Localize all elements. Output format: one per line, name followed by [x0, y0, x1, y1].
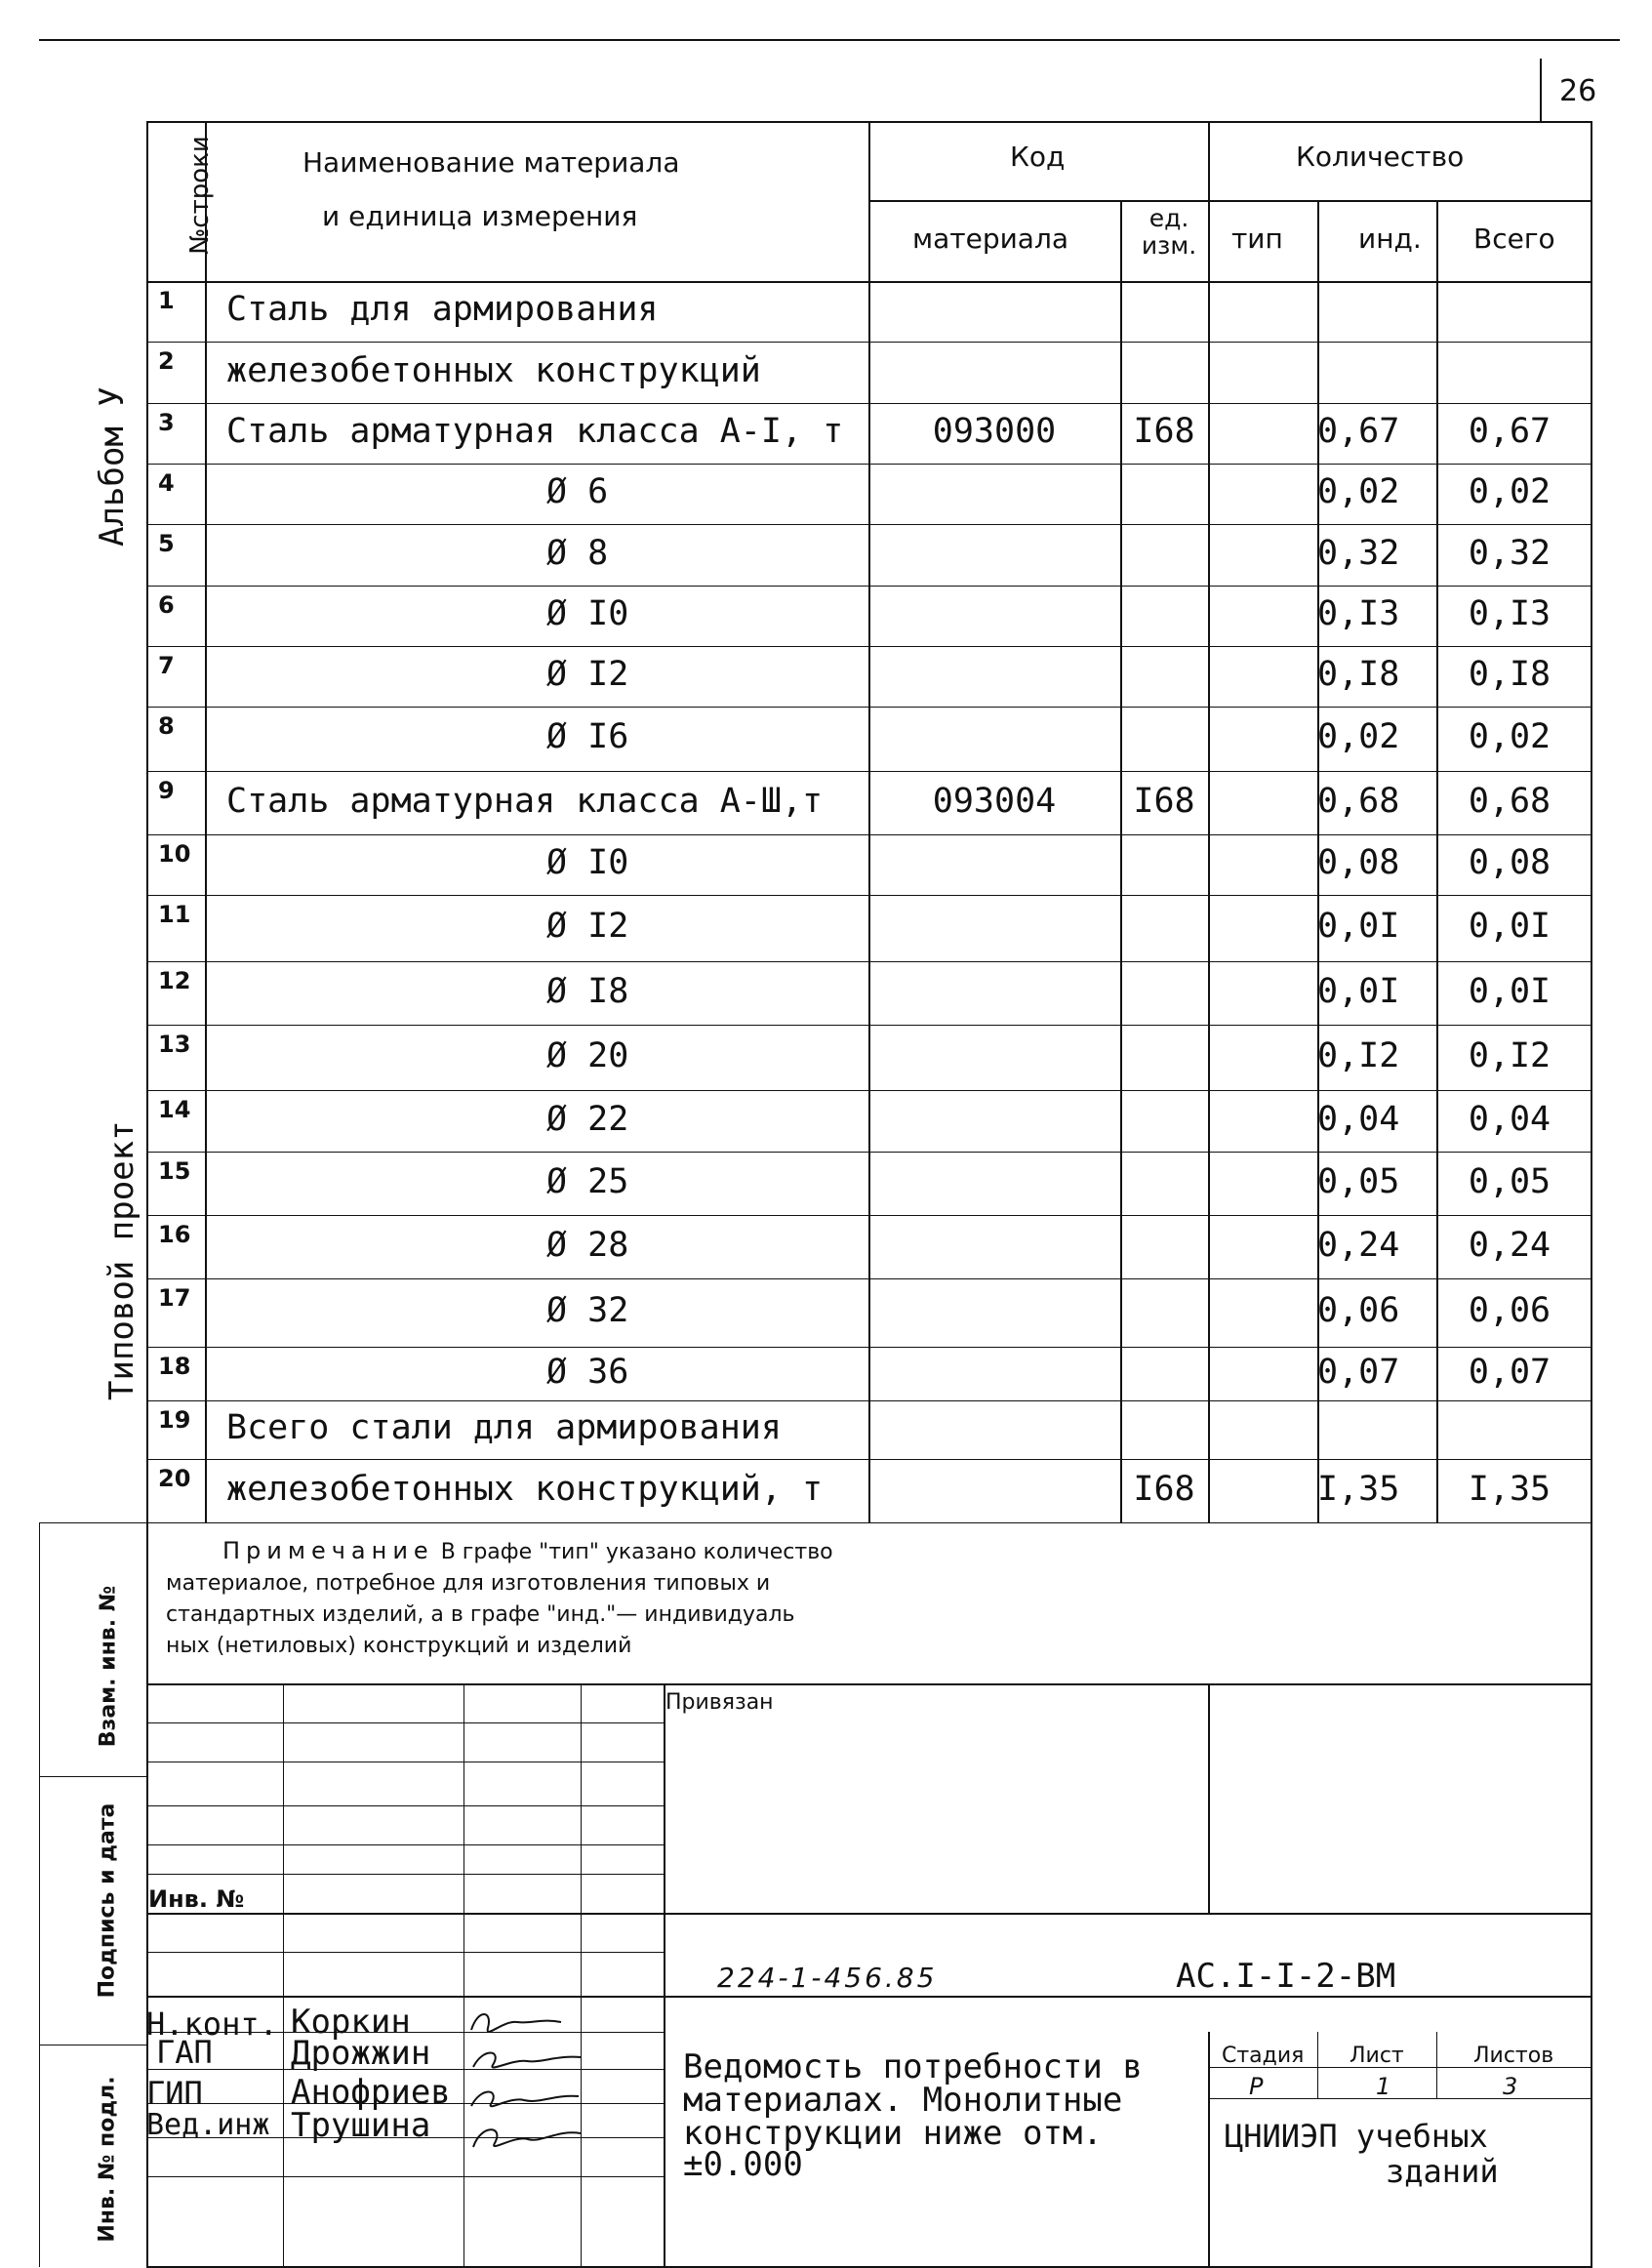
row-ind: 0,68 [1317, 781, 1400, 821]
row-ind: 0,0I [1317, 907, 1400, 946]
side-label-album: Альбом У [93, 386, 132, 547]
row-ind: 0,04 [1317, 1099, 1400, 1139]
row-ind: 0,06 [1317, 1291, 1400, 1330]
tb-col [1208, 2032, 1210, 2266]
row-number: 6 [158, 591, 175, 619]
row-ind: I,35 [1317, 1469, 1400, 1509]
row-name: Ø 32 [546, 1291, 629, 1330]
row-name: Ø 28 [546, 1225, 629, 1265]
row-ind: 0,02 [1317, 472, 1400, 511]
row-total: 0,67 [1468, 412, 1551, 451]
row-name: Сталь для армирования [226, 290, 659, 329]
row-number: 10 [158, 840, 191, 868]
inv-no-label: Инв. № [148, 1885, 245, 1913]
row-code: 093004 [932, 781, 1057, 821]
staff-name-2: Дрожжин [291, 2034, 431, 2073]
row-ind: 0,07 [1317, 1352, 1400, 1392]
left-border [146, 121, 148, 2268]
row-total: 0,0I [1468, 971, 1551, 1011]
tb-stage-line [1208, 2098, 1591, 2099]
row-total: 0,06 [1468, 1291, 1551, 1330]
header-code-unit: ед. изм. [1141, 204, 1197, 260]
col-rowno-right [205, 121, 207, 1522]
note-line2: материалое, потребное для изготовления типовых и [166, 1571, 771, 1596]
row-number: 11 [158, 901, 191, 928]
staff-role-1: Н.конт. [146, 2005, 278, 2043]
staff-role-2: ГАП [156, 2034, 213, 2071]
row-name: Ø I6 [546, 717, 629, 756]
row-total: 0,I3 [1468, 594, 1551, 633]
row-total: 0,32 [1468, 533, 1551, 573]
row-number: 4 [158, 469, 175, 497]
header-sub-line [868, 200, 1591, 202]
row-ind: 0,I2 [1317, 1035, 1400, 1075]
row-unit: I68 [1133, 781, 1195, 821]
col-unit-right [1208, 121, 1210, 1522]
row-unit: I68 [1133, 1469, 1195, 1509]
row-number: 5 [158, 530, 175, 557]
row-total: 0,I2 [1468, 1035, 1551, 1075]
org-line1: ЦНИИЭП учебных [1225, 2118, 1488, 2155]
row-ind: 0,08 [1317, 843, 1400, 882]
tb-line [146, 1952, 664, 1953]
row-number: 16 [158, 1221, 191, 1248]
sheet-label: Лист [1350, 2044, 1404, 2068]
col-code-right [1120, 200, 1122, 1522]
row-name: Сталь арматурная класса А-Ш,т [226, 781, 824, 821]
row-name: Ø 22 [546, 1099, 629, 1139]
header-q-total: Всего [1473, 223, 1555, 255]
row-ind: 0,02 [1317, 717, 1400, 756]
org-line2: зданий [1386, 2153, 1499, 2190]
side-label-project: Типовой проект [102, 1120, 141, 1400]
stage-label: Стадия [1222, 2044, 1305, 2068]
header-row-no: №строки [185, 136, 215, 255]
tb-line [146, 2176, 664, 2177]
row-ind: 0,24 [1317, 1225, 1400, 1265]
sheets-label: Листов [1473, 2044, 1554, 2068]
row-line [146, 1522, 1591, 1523]
staff-role-3: ГИП [146, 2075, 203, 2112]
note-text1: В графе "тип" указано количество [433, 1540, 833, 1564]
row-name: Ø 8 [546, 533, 609, 573]
top-rule [39, 39, 1620, 41]
privyazan-label: Привязан [665, 1690, 774, 1715]
row-name: Ø 25 [546, 1161, 629, 1201]
staff-name-4: Трушина [291, 2106, 431, 2145]
row-code: 093000 [932, 412, 1057, 451]
row-unit: I68 [1133, 412, 1195, 451]
page-number-box-left [1540, 59, 1542, 123]
row-name: Ø I0 [546, 843, 629, 882]
staff-name-1: Коркин [291, 2003, 411, 2042]
staff-role-4: Вед.инж [146, 2108, 270, 2142]
header-code: Код [1010, 141, 1066, 173]
row-ind: 0,I3 [1317, 594, 1400, 633]
row-number: 9 [158, 777, 175, 804]
col-name-right [868, 121, 870, 1522]
row-name: Всего стали для армирования [226, 1408, 782, 1447]
row-number: 14 [158, 1096, 191, 1123]
tb-line [146, 1722, 664, 1723]
header-code-material: материала [912, 223, 1069, 255]
row-total: 0,02 [1468, 717, 1551, 756]
row-ind: 0,67 [1317, 412, 1400, 451]
tb-line [146, 1844, 664, 1845]
side-line [39, 1522, 146, 1523]
page-number: 26 [1559, 74, 1597, 108]
title-line4: ±0.000 [683, 2145, 803, 2184]
side-label-vzam: Взам. инв. № [96, 1585, 121, 1748]
note-heading: Примечание [222, 1537, 434, 1564]
header-name-line1: Наименование материала [302, 146, 680, 179]
tb-col [1208, 1683, 1210, 1913]
row-ind: 0,32 [1317, 533, 1400, 573]
row-total: 0,02 [1468, 472, 1551, 511]
row-number: 13 [158, 1031, 191, 1058]
sheet-value: 1 [1376, 2073, 1391, 2100]
header-quantity: Количество [1296, 141, 1465, 173]
header-name-line2: и единица измерения [322, 200, 638, 232]
row-ind: 0,I8 [1317, 655, 1400, 694]
side-label-podpis: Подпись и дата [95, 1802, 120, 1999]
header-q-type: тип [1231, 223, 1283, 255]
tb-col [581, 1683, 582, 2266]
row-name: Ø I0 [546, 594, 629, 633]
row-total: 0,0I [1468, 907, 1551, 946]
row-number: 7 [158, 652, 175, 679]
row-total: 0,08 [1468, 843, 1551, 882]
staff-name-3: Анофриев [291, 2073, 451, 2112]
note-line1 [222, 1537, 833, 1564]
row-name: Ø 20 [546, 1035, 629, 1075]
tb-top-line [146, 1683, 1591, 1685]
row-number: 12 [158, 967, 191, 994]
row-number: 15 [158, 1157, 191, 1185]
row-total: 0,24 [1468, 1225, 1551, 1265]
row-number: 3 [158, 409, 175, 436]
tb-line [146, 1805, 664, 1806]
row-number: 2 [158, 347, 175, 375]
row-number: 18 [158, 1353, 191, 1380]
row-name: Ø 6 [546, 472, 609, 511]
sheets-value: 3 [1503, 2073, 1518, 2100]
signatures [463, 2001, 590, 2157]
doc-code: АС.I-I-2-ВМ [1176, 1957, 1396, 1996]
row-number: 1 [158, 287, 175, 314]
row-name: Ø I8 [546, 971, 629, 1011]
row-number: 20 [158, 1465, 191, 1492]
row-total: 0,07 [1468, 1352, 1551, 1392]
row-name: железобетонных конструкций, т [226, 1469, 824, 1509]
row-number: 17 [158, 1284, 191, 1312]
row-ind: 0,0I [1317, 971, 1400, 1011]
stage-value: Р [1249, 2073, 1264, 2100]
row-name: Ø I2 [546, 907, 629, 946]
tb-col [283, 1683, 284, 2266]
tb-side-line [39, 1776, 146, 1777]
row-number: 8 [158, 712, 175, 740]
title-line2: материалах. Монолитные [683, 2081, 1123, 2120]
row-number: 19 [158, 1406, 191, 1434]
row-ind: 0,05 [1317, 1161, 1400, 1201]
row-total: I,35 [1468, 1469, 1551, 1509]
tb-col [1436, 2032, 1437, 2098]
row-total: 0,68 [1468, 781, 1551, 821]
tb-line [146, 1996, 1591, 1998]
note-line4: ных (нетиловых) конструкций и изделий [166, 1634, 632, 1658]
title-line3: конструкции ниже отм. [683, 2114, 1103, 2153]
project-code: 224-1-456.85 [717, 1962, 938, 1994]
row-name: Ø I2 [546, 655, 629, 694]
tb-col [664, 1683, 665, 2266]
title-line1: Ведомость потребности в [683, 2047, 1143, 2086]
header-q-ind: инд. [1358, 223, 1422, 255]
row-total: 0,05 [1468, 1161, 1551, 1201]
right-border [1591, 121, 1592, 2268]
row-name: железобетонных конструкций [226, 350, 761, 390]
row-total: 0,I8 [1468, 655, 1551, 694]
row-name: Ø 36 [546, 1352, 629, 1392]
outer-left-border [39, 1522, 40, 2267]
row-name: Сталь арматурная класса А-I, т [226, 412, 844, 451]
tb-line [146, 1874, 664, 1875]
tb-col [463, 1683, 464, 2266]
tb-mid-line [146, 1913, 1591, 1915]
note-line3: стандартных изделий, а в графе "инд."— индивидуаль [166, 1602, 795, 1627]
side-label-inv-podl: Инв. № подл. [95, 2076, 120, 2243]
row-total: 0,04 [1468, 1099, 1551, 1139]
tb-col [1317, 2032, 1318, 2098]
